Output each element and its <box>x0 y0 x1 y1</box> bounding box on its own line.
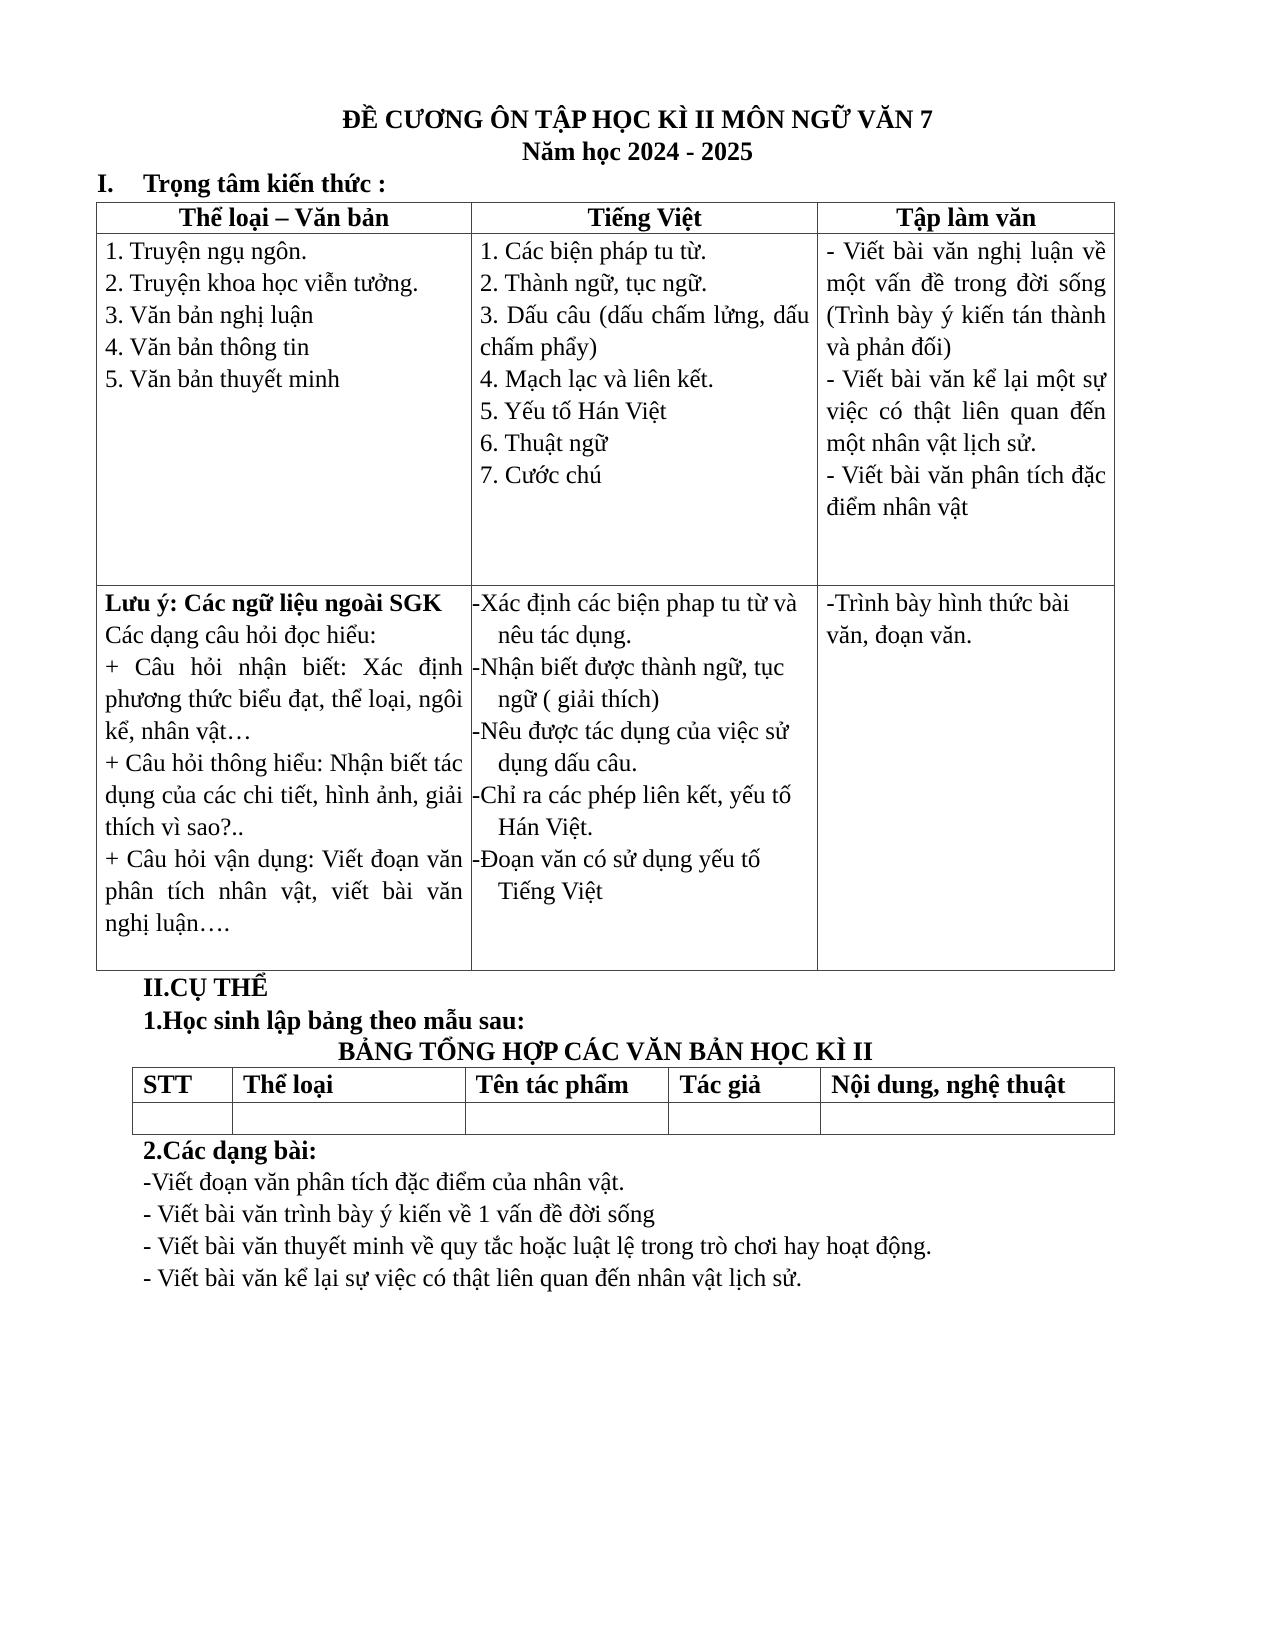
header-writing: Tập làm văn <box>818 203 1115 234</box>
genre-item: 5. Văn bản thuyết minh <box>105 366 340 393</box>
exercise-item: - Viết bài văn thuyết minh về quy tắc hoặc luật lệ trong trò chơi hay hoạt động. <box>143 1233 932 1260</box>
header-genre: Thể loại – Văn bản <box>97 203 472 234</box>
subsection-2-heading: 2.Các dạng bài: <box>143 1136 318 1165</box>
genre-cell <box>97 234 472 586</box>
note-item: Các dạng câu hỏi đọc hiểu: <box>105 622 377 649</box>
genre-item: 1. Truyện ngụ ngôn. <box>105 238 308 265</box>
header-genre: Thể loại <box>232 1068 465 1103</box>
vietnamese-tasks-cell <box>471 586 818 971</box>
empty-cell <box>232 1103 465 1135</box>
header-stt: STT <box>133 1068 233 1103</box>
summary-table-empty-row <box>133 1103 1115 1135</box>
exercise-list <box>143 1167 932 1295</box>
genre-item: 2. Truyện khoa học viễn tưởng. <box>105 270 419 297</box>
writing-tasks-cell <box>818 586 1115 971</box>
note-heading: Lưu ý: Các ngữ liệu ngoài SGK <box>105 590 442 617</box>
empty-cell <box>465 1103 669 1135</box>
note-item: + Câu hỏi nhận biết: Xác định phương thức biểu đạt, thể loại, ngôi kể, nhân vật… <box>105 654 463 745</box>
header-author: Tác giả <box>669 1068 821 1103</box>
header-content: Nội dung, nghệ thuật <box>821 1068 1115 1103</box>
header-vietnamese: Tiếng Việt <box>471 203 818 234</box>
vietnamese-item: 4. Mạch lạc và liên kết. <box>479 366 714 393</box>
vietnamese-item: 3. Dấu câu (dấu chấm lửng, dấu chấm phẩy) <box>479 302 810 361</box>
empty-cell <box>133 1103 233 1135</box>
genre-item: 3. Văn bản nghị luận <box>105 302 314 329</box>
genre-item: 4. Văn bản thông tin <box>105 334 310 361</box>
empty-cell <box>669 1103 821 1135</box>
knowledge-table-header-row <box>97 203 1115 234</box>
vietnamese-item: 5. Yếu tố Hán Việt <box>479 398 667 425</box>
exercise-item: - Viết bài văn kể lại sự việc có thật liên quan đến nhân vật lịch sử. <box>143 1265 802 1292</box>
vietnamese-task: -Nêu được tác dụng của việc sử dụng dấu câu. <box>471 718 789 777</box>
knowledge-table-row-2 <box>97 586 1115 971</box>
knowledge-table <box>96 202 1115 971</box>
summary-table-title: BẢNG TỔNG HỢP CÁC VĂN BẢN HỌC KÌ II <box>338 1037 873 1066</box>
vietnamese-task: -Xác định các biện phap tu từ và nêu tác dụng. <box>471 590 798 649</box>
document-title: ĐỀ CƯƠNG ÔN TẬP HỌC KÌ II MÔN NGỮ VĂN 7 <box>342 105 933 134</box>
header-work-title: Tên tác phẩm <box>465 1068 669 1103</box>
note-cell <box>97 586 472 971</box>
summary-table-header-row <box>133 1068 1115 1103</box>
subsection-1-heading: 1.Học sinh lập bảng theo mẫu sau: <box>143 1006 526 1035</box>
vietnamese-item: 7. Cước chú <box>479 462 602 489</box>
vietnamese-item: 2. Thành ngữ, tục ngữ. <box>479 270 708 297</box>
exercise-item: -Viết đoạn văn phân tích đặc điểm của nhân vật. <box>143 1169 625 1196</box>
section-1-heading: Trọng tâm kiến thức : <box>143 169 387 198</box>
knowledge-table-row-1 <box>97 234 1115 586</box>
vietnamese-task: -Nhận biết được thành ngữ, tục ngữ ( giải thích) <box>471 654 785 713</box>
vietnamese-task: -Đoạn văn có sử dụng yếu tố Tiếng Việt <box>471 846 761 905</box>
writing-item: - Viết bài văn kể lại một sự việc có thật liên quan đến một nhân vật lịch sử. <box>826 366 1106 457</box>
note-item: + Câu hỏi thông hiểu: Nhận biết tác dụng của các chi tiết, hình ảnh, giải thích vì sao?.. <box>105 750 463 841</box>
empty-cell <box>821 1103 1115 1135</box>
writing-item: - Viết bài văn phân tích đặc điểm nhân vật <box>826 462 1106 521</box>
writing-cell <box>818 234 1115 586</box>
school-year: Năm học 2024 - 2025 <box>521 137 754 166</box>
exercise-item: - Viết bài văn trình bày ý kiến về 1 vấn đề đời sống <box>143 1201 655 1228</box>
writing-task: -Trình bày hình thức bài văn, đoạn văn. <box>826 590 1070 649</box>
summary-table <box>132 1067 1115 1135</box>
section-1-number: I. <box>97 169 114 198</box>
vietnamese-item: 1. Các biện pháp tu từ. <box>479 238 707 265</box>
vietnamese-cell <box>471 234 818 586</box>
note-item: + Câu hỏi vận dụng: Viết đoạn văn phân tích nhân vật, viết bài văn nghị luận…. <box>105 846 463 937</box>
vietnamese-task: -Chỉ ra các phép liên kết, yếu tố Hán Việt. <box>471 782 792 841</box>
vietnamese-item: 6. Thuật ngữ <box>479 430 608 457</box>
section-2-heading: II.CỤ THỂ <box>143 973 269 1002</box>
writing-item: - Viết bài văn nghị luận về một vấn đề trong đời sống (Trình bày ý kiến tán thành và phản đối) <box>826 238 1106 361</box>
